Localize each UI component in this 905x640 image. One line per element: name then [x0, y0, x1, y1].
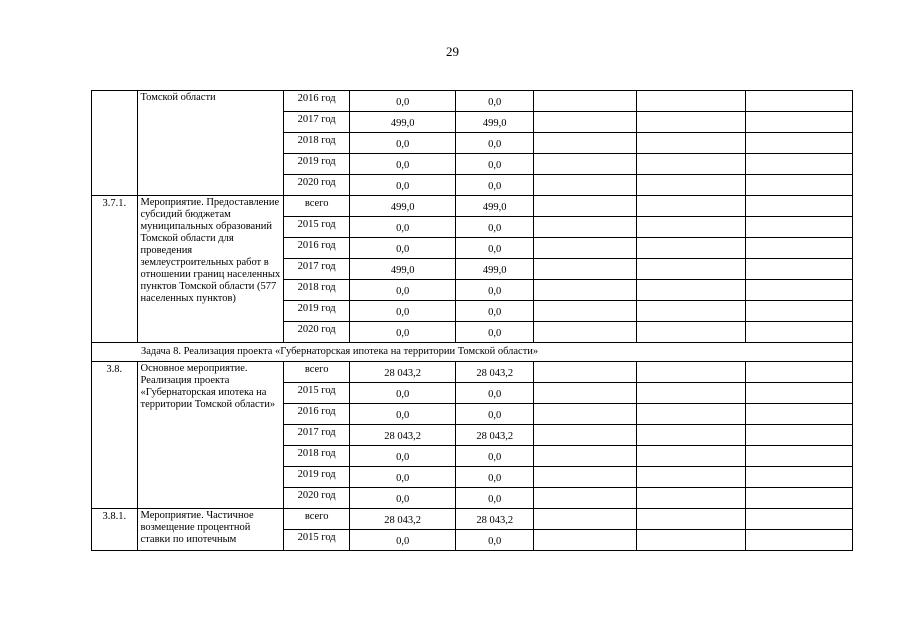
regional-cell: 0,0 [456, 154, 534, 175]
empty-cell [745, 362, 852, 383]
item-number: 3.8.1. [92, 509, 138, 551]
year-cell: 2020 год [284, 322, 350, 343]
empty-cell [745, 91, 852, 112]
regional-cell: 0,0 [456, 383, 534, 404]
empty-cell [637, 509, 745, 530]
year-cell: 2020 год [284, 488, 350, 509]
empty-cell [637, 175, 745, 196]
empty-cell [745, 509, 852, 530]
regional-cell: 0,0 [456, 467, 534, 488]
empty-cell [534, 280, 637, 301]
regional-cell: 0,0 [456, 175, 534, 196]
empty-cell [745, 196, 852, 217]
empty-cell [534, 446, 637, 467]
total-cell: 0,0 [350, 154, 456, 175]
empty-cell [745, 133, 852, 154]
total-cell: 0,0 [350, 301, 456, 322]
item-name: Мероприятие. Частичное возмещение процентной ставки по ипотечным [137, 509, 284, 551]
task-title: Задача 8. Реализация проекта «Губернаторская ипотека на территории Томской области» [92, 343, 853, 362]
empty-cell [637, 133, 745, 154]
empty-cell [745, 322, 852, 343]
regional-cell: 0,0 [456, 404, 534, 425]
empty-cell [534, 175, 637, 196]
empty-cell [745, 154, 852, 175]
empty-cell [745, 530, 852, 551]
table-row [92, 91, 853, 112]
item-number [92, 91, 138, 196]
empty-cell [534, 259, 637, 280]
year-cell: 2018 год [284, 280, 350, 301]
empty-cell [637, 112, 745, 133]
empty-cell [745, 467, 852, 488]
year-cell: 2017 год [284, 259, 350, 280]
empty-cell [534, 467, 637, 488]
empty-cell [745, 488, 852, 509]
empty-cell [534, 509, 637, 530]
regional-cell: 0,0 [456, 133, 534, 154]
empty-cell [637, 404, 745, 425]
empty-cell [637, 196, 745, 217]
empty-cell [534, 425, 637, 446]
regional-cell: 0,0 [456, 238, 534, 259]
year-cell: 2017 год [284, 112, 350, 133]
empty-cell [534, 530, 637, 551]
regional-cell: 499,0 [456, 112, 534, 133]
empty-cell [534, 133, 637, 154]
table-row [92, 509, 853, 530]
empty-cell [534, 217, 637, 238]
empty-cell [745, 259, 852, 280]
regional-cell: 499,0 [456, 196, 534, 217]
item-name: Основное мероприятие. Реализация проекта «Губернаторская ипотека на территории Томской области» [137, 362, 284, 509]
empty-cell [534, 112, 637, 133]
empty-cell [534, 91, 637, 112]
year-cell: 2018 год [284, 446, 350, 467]
empty-cell [637, 301, 745, 322]
item-name: Томской области [137, 91, 284, 196]
empty-cell [745, 404, 852, 425]
empty-cell [534, 383, 637, 404]
empty-cell [637, 425, 745, 446]
year-cell: 2015 год [284, 383, 350, 404]
empty-cell [637, 154, 745, 175]
year-cell: всего [284, 509, 350, 530]
empty-cell [637, 530, 745, 551]
empty-cell [637, 362, 745, 383]
total-cell: 0,0 [350, 238, 456, 259]
total-cell: 0,0 [350, 322, 456, 343]
empty-cell [745, 425, 852, 446]
total-cell: 499,0 [350, 259, 456, 280]
year-cell: 2016 год [284, 404, 350, 425]
regional-cell: 28 043,2 [456, 362, 534, 383]
regional-cell: 28 043,2 [456, 509, 534, 530]
regional-cell: 28 043,2 [456, 425, 534, 446]
total-cell: 0,0 [350, 133, 456, 154]
empty-cell [637, 259, 745, 280]
year-cell: 2015 год [284, 530, 350, 551]
item-number: 3.8. [92, 362, 138, 509]
year-cell: 2019 год [284, 301, 350, 322]
total-cell: 28 043,2 [350, 425, 456, 446]
empty-cell [637, 467, 745, 488]
total-cell: 0,0 [350, 467, 456, 488]
empty-cell [745, 383, 852, 404]
year-cell: 2016 год [284, 238, 350, 259]
empty-cell [534, 404, 637, 425]
empty-cell [534, 322, 637, 343]
item-name: Мероприятие. Предоставление субсидий бюджетам муниципальных образований Томской области для проведения землеустроительных работ в отношении границ населенных пунктов Томской области (577 населенных пунктов) [137, 196, 284, 343]
empty-cell [637, 488, 745, 509]
regional-cell: 0,0 [456, 301, 534, 322]
year-cell: всего [284, 362, 350, 383]
year-cell: 2019 год [284, 467, 350, 488]
budget-table [91, 90, 853, 551]
empty-cell [745, 112, 852, 133]
total-cell: 499,0 [350, 196, 456, 217]
year-cell: всего [284, 196, 350, 217]
total-cell: 0,0 [350, 383, 456, 404]
total-cell: 0,0 [350, 217, 456, 238]
regional-cell: 0,0 [456, 280, 534, 301]
total-cell: 28 043,2 [350, 362, 456, 383]
task-row [92, 343, 853, 362]
regional-cell: 0,0 [456, 530, 534, 551]
empty-cell [637, 217, 745, 238]
empty-cell [637, 280, 745, 301]
total-cell: 0,0 [350, 91, 456, 112]
total-cell: 28 043,2 [350, 509, 456, 530]
year-cell: 2018 год [284, 133, 350, 154]
item-number: 3.7.1. [92, 196, 138, 343]
empty-cell [745, 217, 852, 238]
empty-cell [534, 301, 637, 322]
empty-cell [534, 154, 637, 175]
total-cell: 0,0 [350, 446, 456, 467]
empty-cell [745, 446, 852, 467]
empty-cell [534, 238, 637, 259]
regional-cell: 0,0 [456, 446, 534, 467]
empty-cell [637, 446, 745, 467]
budget-table-body [92, 91, 853, 551]
empty-cell [534, 196, 637, 217]
year-cell: 2020 год [284, 175, 350, 196]
empty-cell [745, 238, 852, 259]
total-cell: 0,0 [350, 280, 456, 301]
empty-cell [637, 91, 745, 112]
empty-cell [637, 238, 745, 259]
year-cell: 2019 год [284, 154, 350, 175]
empty-cell [745, 175, 852, 196]
table-row [92, 196, 853, 217]
empty-cell [745, 301, 852, 322]
table-row [92, 362, 853, 383]
year-cell: 2016 год [284, 91, 350, 112]
total-cell: 0,0 [350, 175, 456, 196]
page-number: 29 [446, 44, 459, 59]
empty-cell [534, 488, 637, 509]
empty-cell [637, 383, 745, 404]
empty-cell [534, 362, 637, 383]
regional-cell: 0,0 [456, 217, 534, 238]
total-cell: 0,0 [350, 530, 456, 551]
empty-cell [637, 322, 745, 343]
year-cell: 2017 год [284, 425, 350, 446]
total-cell: 499,0 [350, 112, 456, 133]
total-cell: 0,0 [350, 404, 456, 425]
empty-cell [745, 280, 852, 301]
regional-cell: 0,0 [456, 488, 534, 509]
total-cell: 0,0 [350, 488, 456, 509]
regional-cell: 0,0 [456, 322, 534, 343]
year-cell: 2015 год [284, 217, 350, 238]
regional-cell: 499,0 [456, 259, 534, 280]
regional-cell: 0,0 [456, 91, 534, 112]
